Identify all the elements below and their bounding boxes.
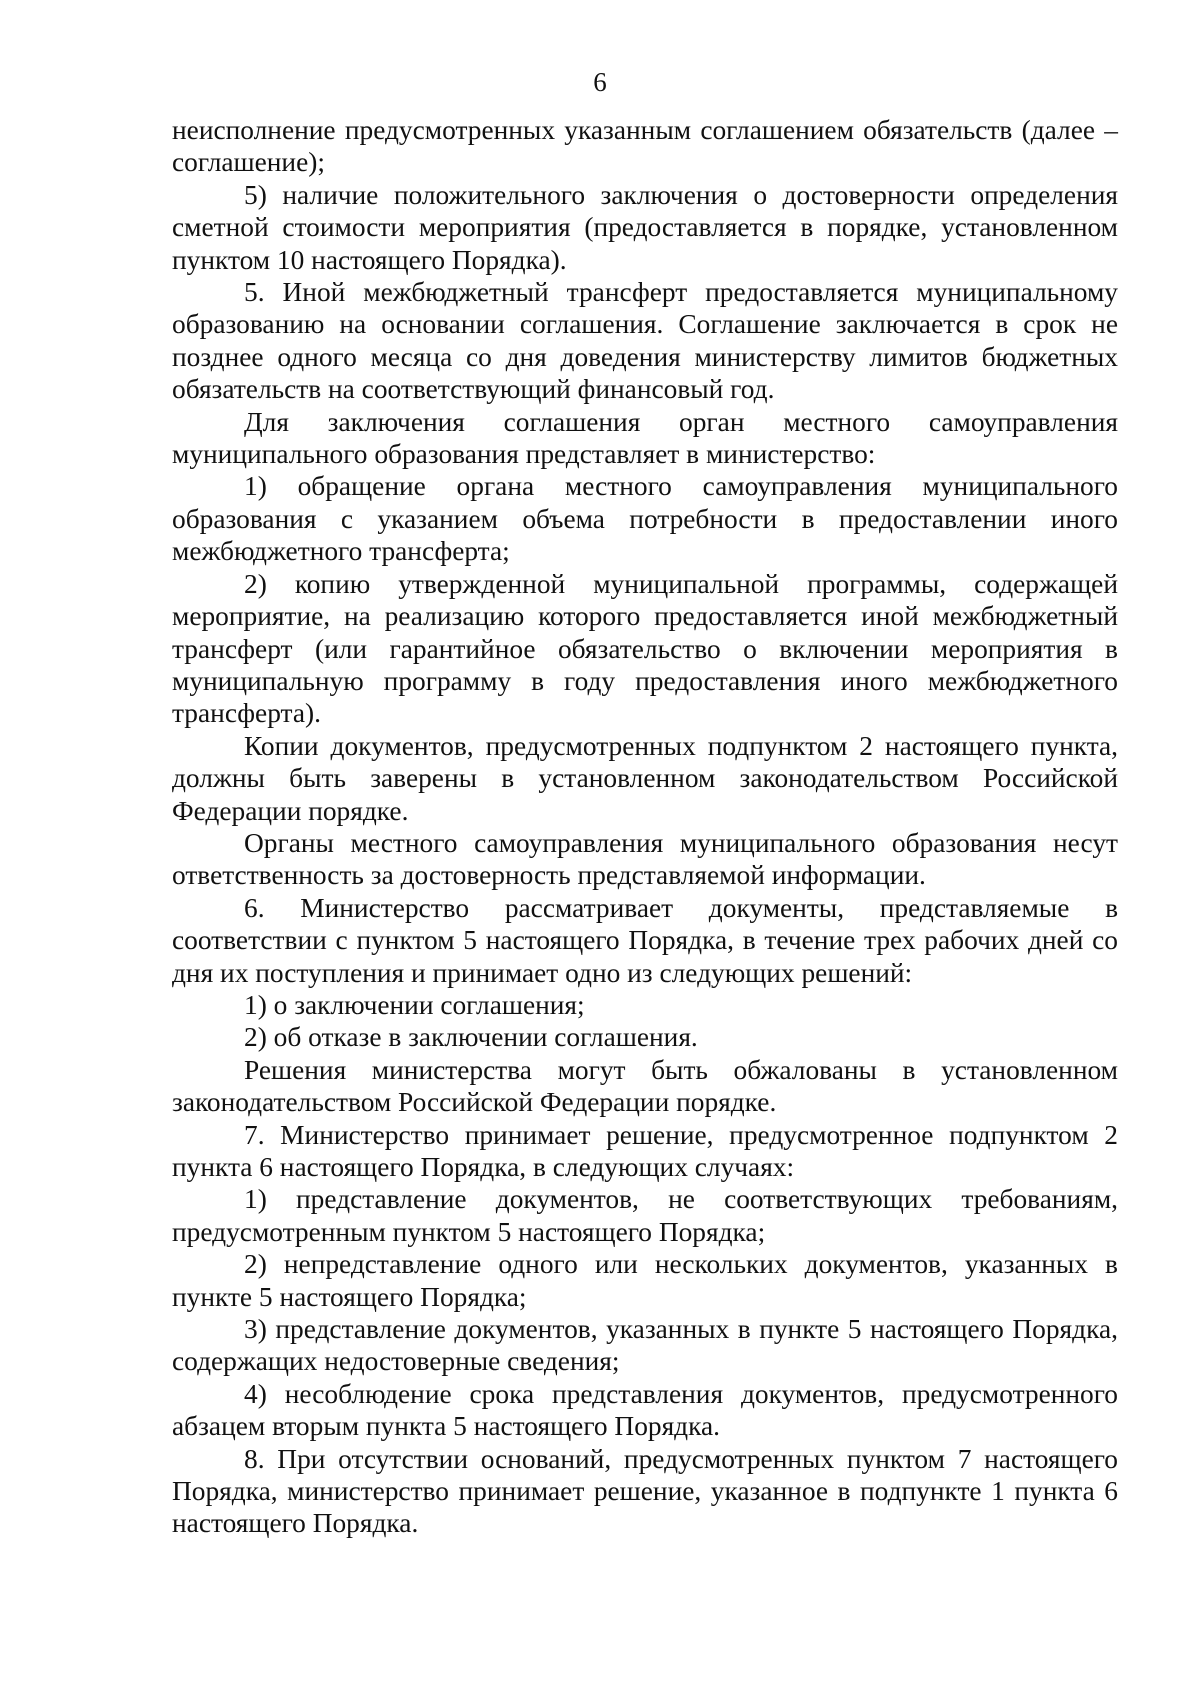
paragraph-refusal-reason-2: 2) непредставление одного или нескольких документов, указанных в пункте 5 настоящего Порядка;	[172, 1249, 1118, 1312]
paragraph-clause-6: 6. Министерство рассматривает документы, представляемые в соответствии с пунктом 5 настоящего Порядка, в течение трех рабочих дней со дня их поступления и принимает одно из следующих решений:	[172, 892, 1118, 988]
paragraph-refusal-reason-1: 1) представление документов, не соответствующих требованиям, предусмотренным пунктом 5 настоящего Порядка;	[172, 1184, 1118, 1247]
paragraph-responsibility: Органы местного самоуправления муниципального образования несут ответственность за достоверность представляемой информации.	[172, 827, 1118, 891]
paragraph-clause-5: 5. Иной межбюджетный трансферт предоставляется муниципальному образованию на основании соглашения. Соглашение заключается в срок не позднее одного месяца со дня доведения министерству лимитов бюджетных обязательств на соответствующий финансовый год.	[172, 277, 1118, 405]
paragraph-document-copies: Копии документов, предусмотренных подпунктом 2 настоящего пункта, должны быть заверены в установленном законодательством Российской Федерации порядке.	[172, 730, 1118, 826]
paragraph-continuation: неисполнение предусмотренных указанным соглашением обязательств (далее – соглашение);	[172, 115, 1118, 178]
page-number: 6	[593, 67, 607, 97]
paragraph-subitem-1-appeal: 1) обращение органа местного самоуправления муниципального образования с указанием объема потребности в предоставлении иного межбюджетного трансферта;	[172, 471, 1118, 567]
paragraph-clause-8: 8. При отсутствии оснований, предусмотренных пунктом 7 настоящего Порядка, министерство принимает решение, указанное в подпункте 1 пункта 6 настоящего Порядка.	[172, 1443, 1118, 1539]
document-body	[172, 114, 1118, 1540]
paragraph-agreement-documents: Для заключения соглашения орган местного самоуправления муниципального образования представляет в министерство:	[172, 406, 1118, 470]
paragraph-appeal-decisions: Решения министерства могут быть обжалованы в установленном законодательством Российской Федерации порядке.	[172, 1054, 1118, 1118]
paragraph-refusal-reason-3: 3) представление документов, указанных в пункте 5 настоящего Порядка, содержащих недостоверные сведения;	[172, 1314, 1118, 1377]
paragraph-refusal-reason-4: 4) несоблюдение срока представления документов, предусмотренного абзацем вторым пункта 5 настоящего Порядка.	[172, 1378, 1118, 1442]
paragraph-decision-1: 1) о заключении соглашения;	[244, 989, 585, 1020]
paragraph-clause-7: 7. Министерство принимает решение, предусмотренное подпунктом 2 пункта 6 настоящего Порядка, в следующих случаях:	[172, 1119, 1118, 1182]
paragraph-subitem-2-program-copy: 2) копию утвержденной муниципальной программы, содержащей мероприятие, на реализацию которого предоставляется иной межбюджетный трансферт (или гарантийное обязательство о включении мероприятия в муниципальную программу в году предоставления иного межбюджетного трансферта).	[172, 568, 1118, 729]
paragraph-subitem-5: 5) наличие положительного заключения о достоверности определения сметной стоимости мероприятия (предоставляется в порядке, установленном пунктом 10 настоящего Порядка).	[172, 179, 1118, 275]
paragraph-decision-2: 2) об отказе в заключении соглашения.	[244, 1022, 698, 1053]
